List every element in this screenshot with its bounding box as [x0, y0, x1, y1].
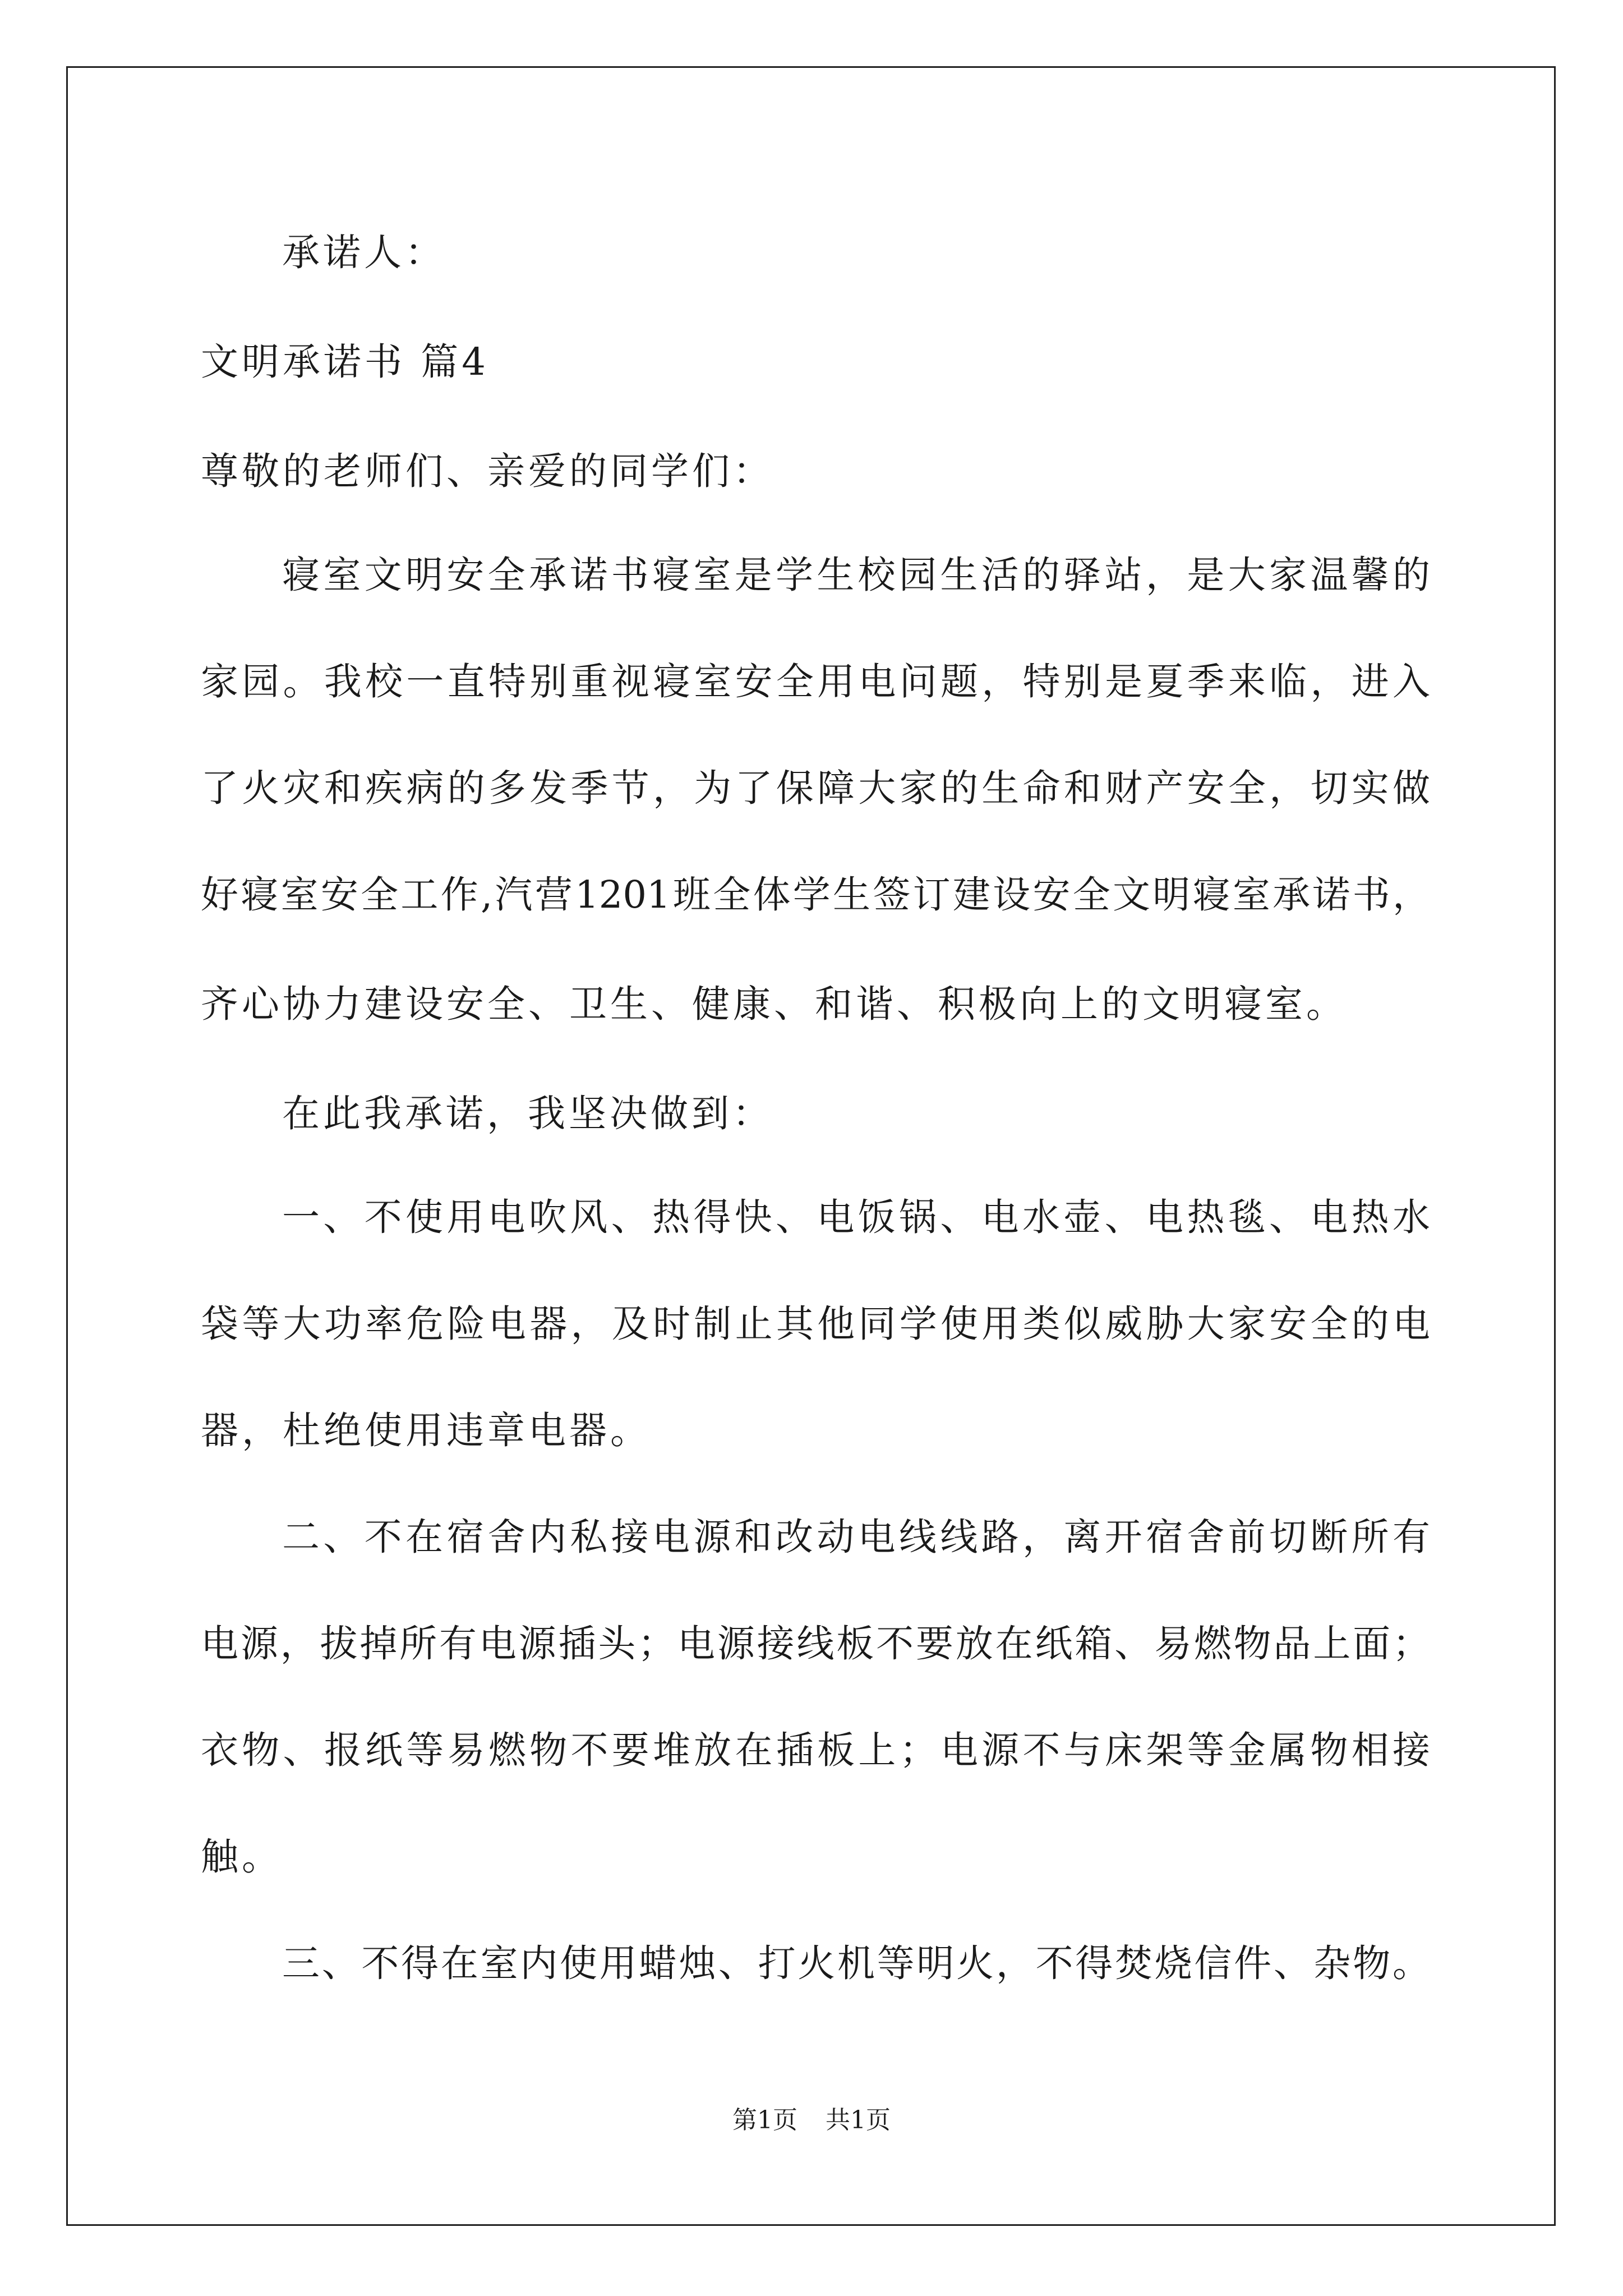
paragraph-line: 一、不使用电吹风、热得快、电饭锅、电水壶、电热毯、电热水: [282, 1195, 1430, 1239]
paragraph-line: 三、不得在室内使用蜡烛、打火机等明火，不得焚烧信件、杂物。: [282, 1941, 1430, 1985]
section-heading: 文明承诺书 篇4: [201, 340, 489, 384]
salutation: 尊敬的老师们、亲爱的同学们：: [201, 449, 774, 493]
page-border: [66, 66, 1556, 2226]
paragraph-line: 电源，拔掉所有电源插头；电源接线板不要放在纸箱、易燃物品上面；: [201, 1622, 1430, 1665]
paragraph-line: 器，杜绝使用违章电器。: [201, 1409, 651, 1452]
paragraph-line: 好寝室安全工作,汽营1201班全体学生签订建设安全文明寝室承诺书，: [201, 873, 1430, 917]
paragraph-line: 寝室文明安全承诺书寝室是学生校园生活的驿站，是大家温馨的: [282, 553, 1430, 597]
page-footer: [0, 2105, 1623, 2136]
paragraph-line: 触。: [201, 1835, 283, 1879]
paragraph-line: 衣物、报纸等易燃物不要堆放在插板上；电源不与床架等金属物相接: [201, 1728, 1430, 1772]
paragraph-line: 齐心协力建设安全、卫生、健康、和谐、积极向上的文明寝室。: [201, 982, 1347, 1026]
page-total: 共1页: [826, 2106, 891, 2134]
paragraph-line: 二、不在宿舍内私接电源和改动电线线路，离开宿舍前切断所有: [282, 1515, 1430, 1559]
signatory-line: 承诺人：: [282, 231, 446, 274]
paragraph-line: 了火灾和疾病的多发季节，为了保障大家的生命和财产安全，切实做: [201, 766, 1430, 810]
paragraph-line: 袋等大功率危险电器，及时制止其他同学使用类似威胁大家安全的电: [201, 1302, 1430, 1346]
page-number: 第1页: [732, 2106, 797, 2134]
paragraph-line: 家园。我校一直特别重视寝室安全用电问题，特别是夏季来临，进入: [201, 660, 1430, 703]
paragraph-line: 在此我承诺，我坚决做到：: [282, 1092, 773, 1135]
